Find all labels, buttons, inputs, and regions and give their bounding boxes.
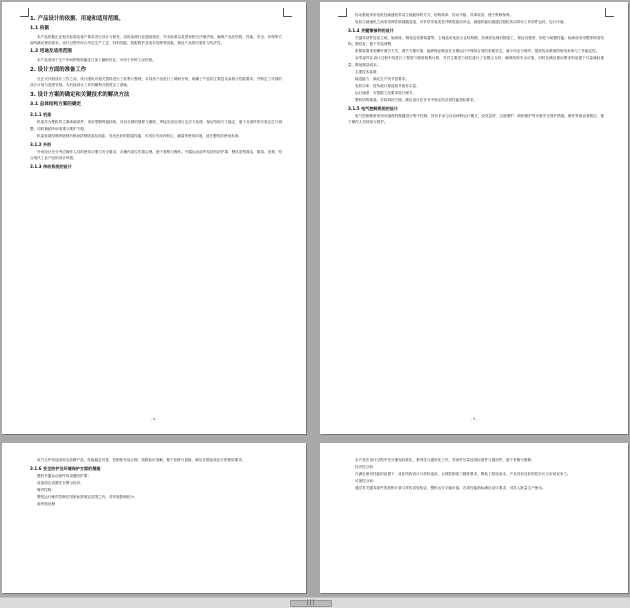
page-corner-mark <box>605 8 614 17</box>
document-page <box>320 443 628 593</box>
body-paragraph: 设备周边设置安全警示标识； <box>37 481 84 486</box>
body-paragraph: 通过对关键零部件的校核计算与样机试验验证，整机运行平稳可靠，各项性能指标满足设计要求，可投入批量生产使用。 <box>355 486 546 491</box>
body-paragraph: 本产品适用于生产车间的物料输送与加工辅助作业，可用于多种工况环境。 <box>37 58 156 63</box>
scrollbar-thumb[interactable] <box>290 600 332 607</box>
section-heading: 1.1 依据 <box>30 26 49 31</box>
body-paragraph: 在正式开展设计工作之前，设计团队对相关资料进行了收集与整理，对同类产品进行了调研分析，明确了产品的主要技术参数与性能要求，并制定了详细的设计计划与进度安排，为后续设计工作的顺利开展奠定了基础。 <box>30 77 282 88</box>
section-heading: 3.1.5 电气控制系统的设计 <box>348 106 398 112</box>
section-heading: 3. 设计方案的确定和关键技术的解决方法 <box>30 92 130 99</box>
body-paragraph: 经济性分析： <box>355 465 377 470</box>
body-paragraph: 电气控制系统采用可编程控制器进行集中控制，具有手动与自动两种运行模式，设有急停、过载保护、缺相保护等多重安全保护措施，操作界面直观简洁，便于操作人员使用与维护。 <box>348 114 604 125</box>
page-corner-mark <box>20 8 29 17</box>
horizontal-scrollbar[interactable] <box>0 597 630 608</box>
body-paragraph: 运行速度：可根据工况要求进行调节。 <box>355 90 417 95</box>
section-heading: 2. 设计方面的准备工作 <box>30 67 87 74</box>
body-paragraph: 电机与减速机之间采用弹性联轴器连接，可补偿安装误差并吸收振动冲击，减速机输出端通过链轮传动带动工作部件运转，运行可靠。 <box>355 20 568 25</box>
scrollbar-grip-icon: ||| <box>306 599 316 606</box>
body-paragraph: 本产品在设计过程中充分重视标准化、系列化与通用化工作，零部件尽量选用标准件与通用件，便于采购与维修。 <box>355 458 535 462</box>
page-content <box>348 457 604 492</box>
body-paragraph: 整机运行噪声控制在国家标准规定范围之内，对环境影响较小； <box>37 495 138 500</box>
body-paragraph: 电机功率：按负载计算选取并留有余量； <box>355 83 420 88</box>
section-heading: 1. 产品设计的依据、用途和适用范围。 <box>30 16 124 22</box>
body-paragraph: 输送能力：满足生产线节拍要求； <box>355 76 409 81</box>
section-heading: 3.1.6 安全防护及环境保护方面的措施 <box>30 466 101 472</box>
section-heading: 3.1.3 传动系统的设计 <box>30 163 72 169</box>
page-content <box>30 12 282 171</box>
body-paragraph: 各零部件在设计过程中均进行了强度与刚度校核计算，并对主要受力部位进行了有限元分析，确保结构安全可靠，同时在满足使用要求的前提下尽量减轻重量、降低制造成本。 <box>348 56 604 67</box>
page-content <box>30 457 282 509</box>
body-paragraph: 主要技术参数： <box>355 69 381 74</box>
body-paragraph: 机架作为整机的主要承载部件，采用型钢焊接结构，具有足够的强度与刚度。焊接完成后进行去应力处理，保证结构尺寸稳定，便于各部件的安装定位与调整，同时兼顾外形美观与维护方便。 <box>30 120 282 131</box>
body-paragraph: 在满足使用性能的前提下，优化结构设计与材料选用，合理控制加工精度要求，降低了制造成本，产品具有良好的性价比与市场竞争力。 <box>355 472 571 477</box>
body-paragraph: 张紧装置采用螺杆调节方式，调节方便可靠，能够保证链条在长期运行中保持合适的张紧状态，减少冲击与噪声，提高传动系统的使用寿命与工作稳定性。 <box>355 49 600 54</box>
page-corner-mark <box>338 8 347 17</box>
body-paragraph: 可靠性分析： <box>355 479 377 484</box>
page-number: - 5 - <box>470 416 478 421</box>
body-paragraph: 本产品依据企业相关标准及客户要求进行设计与研发，同时参照行业通用规范、安全标准以及国家相关法律法规，确保产品在结构、性能、安全、环保等方面均满足使用需求。设计过程中综合考虑生产工艺、材料性能、装配维护及成本控制等因素，保证产品的可靠性与经济性。 <box>30 35 282 46</box>
page-number: - 4 - <box>150 416 158 421</box>
section-heading: 1.2 用途及适用范围 <box>30 49 72 55</box>
document-page <box>2 443 306 593</box>
body-paragraph: 整机外露运动部件均设置防护罩； <box>37 474 91 479</box>
body-paragraph: 废弃物处理： <box>37 502 59 507</box>
body-paragraph: 电气元件均选用知名品牌产品，性能稳定可靠，控制柜布局合理，线路标识清晰，便于检修与更换，满足长期连续运行的使用要求。 <box>37 458 246 462</box>
body-paragraph: 传动系统采用电机经减速机带动主轴旋转的方式，结构简单、传动平稳、效率较高，便于维修保养。 <box>355 13 514 17</box>
page-corner-mark <box>283 8 292 17</box>
section-heading: 3.1.2 外形 <box>30 141 52 147</box>
page-content <box>348 12 604 126</box>
section-heading: 3.1.4 关键零部件的设计 <box>348 28 394 34</box>
body-paragraph: 关键零部件包括主轴、轴承座、链轮及张紧装置等。主轴选用优质合金结构钢，经调质处理后精加工，保证其强度、韧性与耐磨性能；轴承座采用整体铸造结构，刚性好，便于安装调整。 <box>348 36 604 47</box>
document-page <box>320 2 628 434</box>
body-paragraph: 机架表面经喷砂除锈后喷涂防锈底漆及面漆，具有良好的防腐性能，可适应车间内粉尘、潮湿等使用环境，延长整机的使用寿命。 <box>37 133 242 138</box>
section-heading: 3.1.1 机架 <box>30 112 52 118</box>
body-paragraph: 噪声控制： <box>37 488 55 493</box>
body-paragraph: 外形设计充分考虑操作人员的使用习惯与安全要求，各操作部位布置合理，便于观察与操作。外露运动部件均设有防护罩，整体造型简洁、紧凑、美观，符合现代工业产品的设计风格。 <box>30 149 282 160</box>
document-page <box>2 2 306 434</box>
section-heading: 3.1 总体结构方案的确定 <box>30 102 82 108</box>
body-paragraph: 整机结构紧凑，安装调试方便，满足设计任务书中规定的各项性能指标要求。 <box>355 98 478 103</box>
